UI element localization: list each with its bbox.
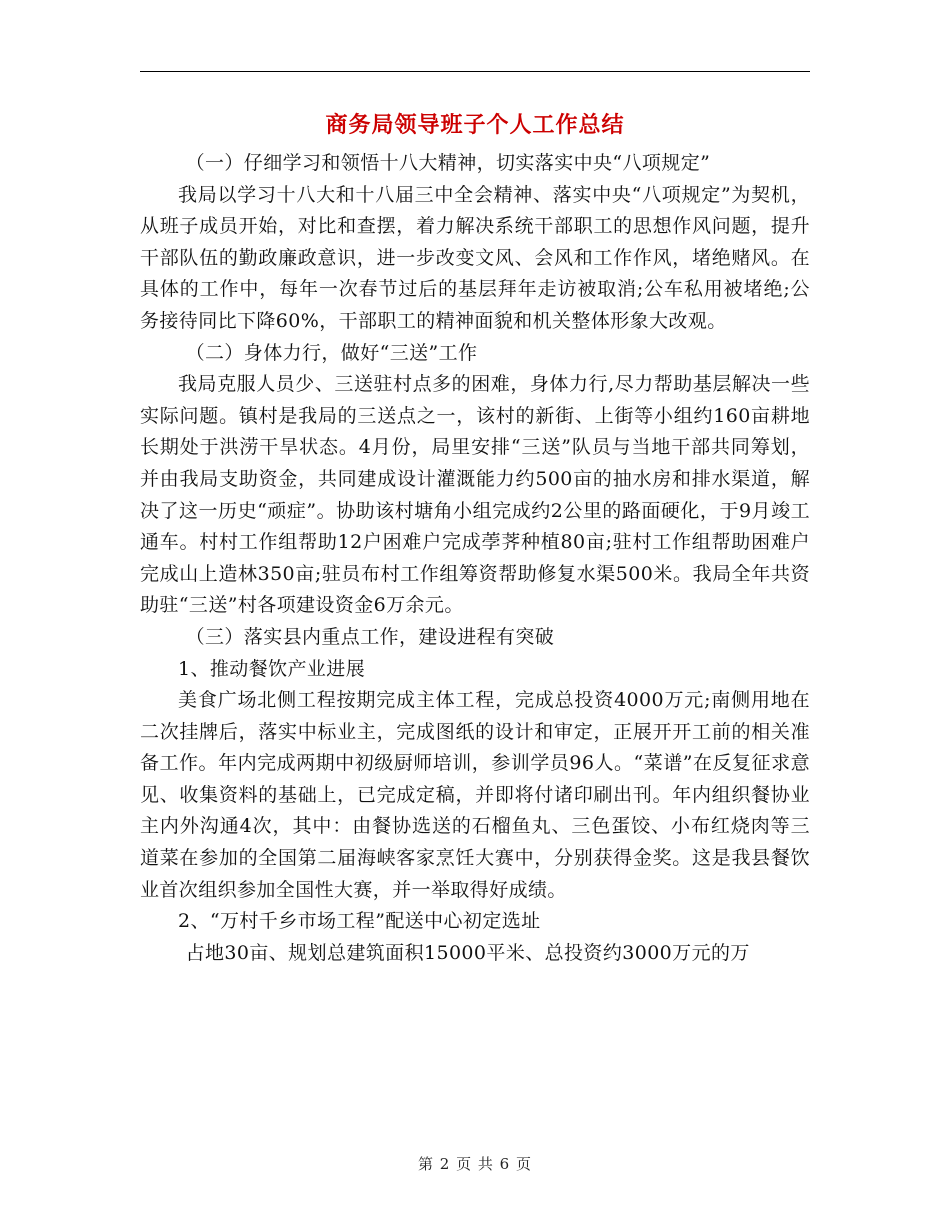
body-paragraph-1: 我局以学习十八大和十八届三中全会精神、落实中央“八项规定”为契机，从班子成员开始，对比和查摆，着力解决系统干部职工的思想作风问题，提升干部队伍的勤政廉政意识，进一步改变文风、会风和工作作风，堵绝赌风。在具体的工作中，每年一次春节过后的基层拜年走访被取消;公车私用被堵绝;公务接待同比下降60%，干部职工的精神面貌和机关整体形象大改观。 bbox=[140, 183, 810, 332]
body-paragraph-2: 我局克服人员少、三送驻村点多的困难，身体力行,尽力帮助基层解决一些实际问题。镇村是我局的三送点之一，该村的新街、上街等小组约160亩耕地长期处于洪涝干旱状态。4月份，局里安排“三送”队员与当地干部共同筹划，并由我局支助资金，共同建成设计灌溉能力约500亩的抽水房和排水渠道，解决了这一历史“顽症”。协助该村塘角小组完成约2公里的路面硬化，于9月竣工通车。村村工作组帮助12户困难户完成荸荠种植80亩;驻村工作组帮助困难户完成山上造林350亩;驻员布村工作组筹资帮助修复水渠500米。我局全年共资助驻“三送”村各项建设资金6万余元。 bbox=[140, 373, 810, 617]
section-heading-2: （二）身体力行，做好“三送”工作 bbox=[185, 341, 478, 364]
body-paragraph-3: 美食广场北侧工程按期完成主体工程，完成总投资4000万元;南侧用地在二次挂牌后，落实中标业主，完成图纸的设计和审定，正展开开工前的相关准备工作。年内完成两期中初级厨师培训，参训学员96人。“菜谱”在反复征求意见、收集资料的基础上，已完成定稿，并即将付诸印刷出刊。年内组织餐协业主内外沟通4次，其中：由餐协选送的石榴鱼丸、三色蛋饺、小布红烧肉等三道菜在参加的全国第二届海峡客家烹饪大赛中，分别获得金奖。这是我县餐饮业首次组织参加全国性大赛，并一举取得好成绩。 bbox=[140, 689, 810, 901]
section-heading-1: （一）仔细学习和领悟十八大精神，切实落实中央“八项规定” bbox=[185, 152, 711, 174]
document-body bbox=[140, 148, 810, 969]
subsection-heading-2: 2、“万村千乡市场工程”配送中心初定选址 bbox=[178, 910, 541, 933]
document-title: 商务局领导班子个人工作总结 bbox=[325, 113, 625, 138]
body-paragraph-4: 占地30亩、规划总建筑面积15000平米、总投资约3000万元的万 bbox=[185, 941, 750, 964]
subsection-heading-1: 1、推动餐饮产业进展 bbox=[178, 657, 366, 680]
page-number-footer: 第 2 页 共 6 页 bbox=[418, 1155, 532, 1173]
header-rule bbox=[140, 71, 810, 72]
section-heading-3: （三）落实县内重点工作，建设进程有突破 bbox=[185, 625, 555, 648]
